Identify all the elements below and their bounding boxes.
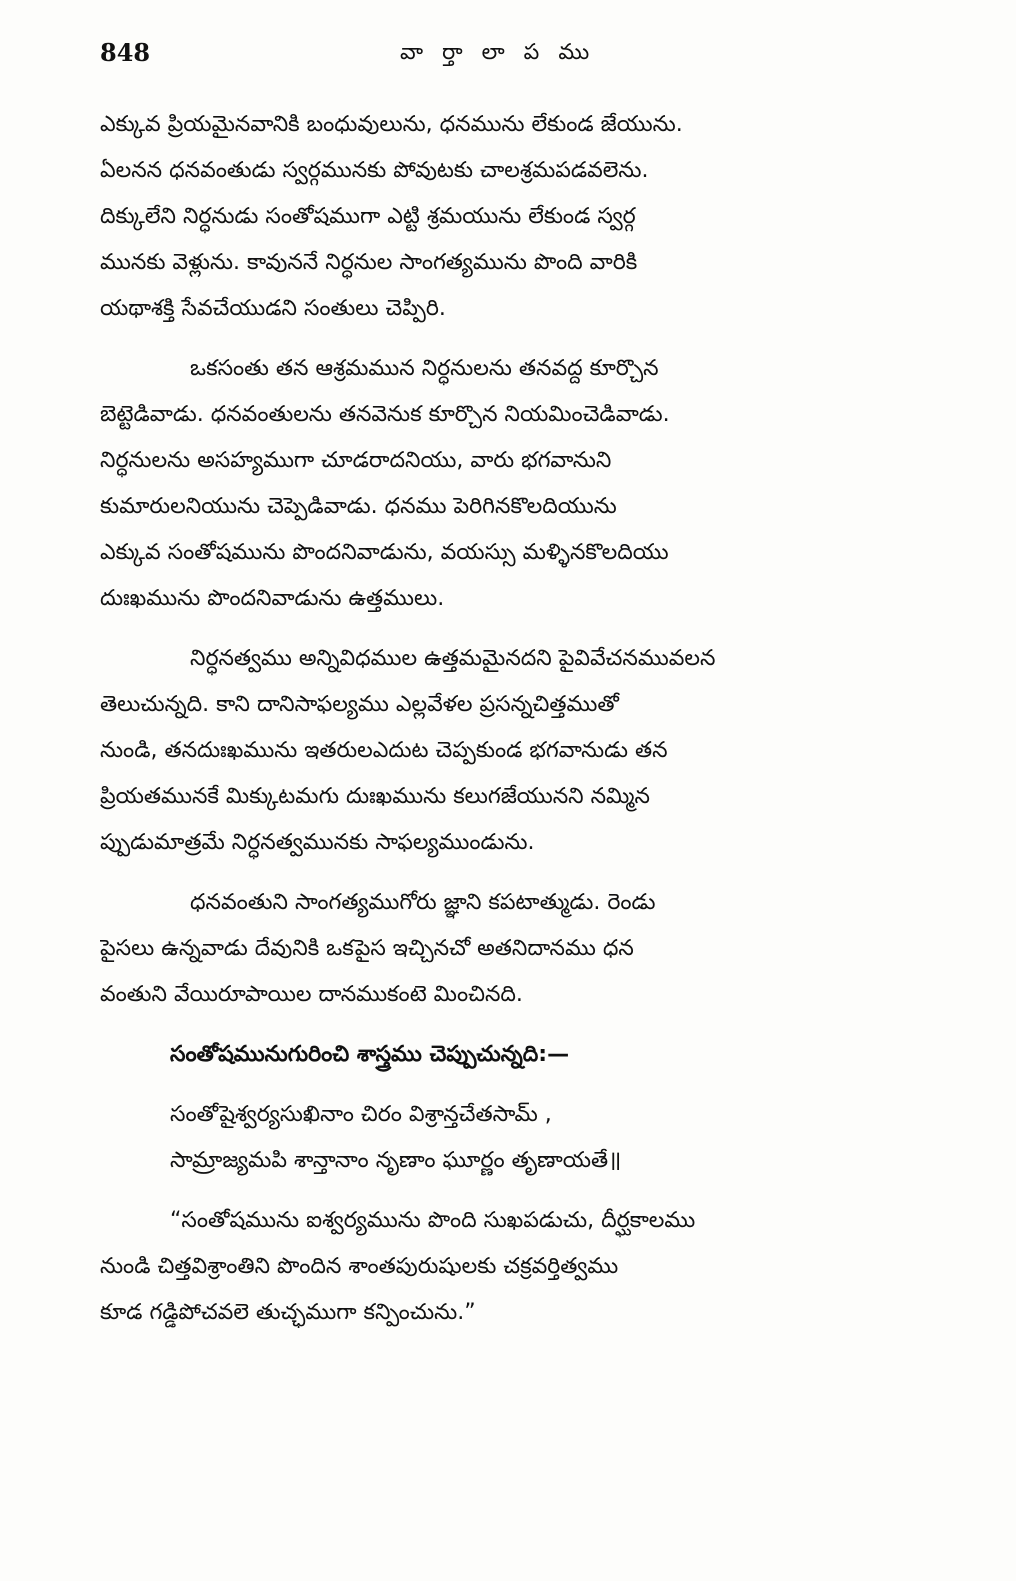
text-line: పైసలు ఉన్నవాడు దేవునికి ఒకపైస ఇచ్చినచో అతనిదానము ధన <box>100 936 634 961</box>
text-line: కుమారులనియును చెప్పెడివాడు. ధనము పెరిగినకొలదియును <box>100 494 617 519</box>
quote-line: కూడ గడ్డిపోచవలె తుచ్ఛముగా కన్పించును.” <box>100 1300 476 1325</box>
text-line: ఒకసంతు తన ఆశ్రమమున నిర్ధనులను తనవద్ద కూర్చొన <box>190 356 659 381</box>
text-line: నిర్ధనత్వము అన్నివిధముల ఉత్తమమైనదని పైవివేచనమువలన <box>190 646 716 671</box>
text-line: ఏలనన ధనవంతుడు స్వర్గమునకు పోవుటకు చాలశ్రమపడవలెను. <box>100 158 649 183</box>
text-line: ఎక్కువ సంతోషమును పొందనివాడును, వయస్సు మళ్ళినకొలదియు <box>100 540 669 565</box>
text-line: ప్రియతమునకే మిక్కుటమగు దుఃఖమును కలుగజేయునని నమ్మిన <box>100 784 650 809</box>
page-header <box>100 38 940 78</box>
text-line: దుఃఖమును పొందనివాడును ఉత్తములు. <box>100 586 445 611</box>
paragraph-1 <box>100 102 940 332</box>
running-title: వా ర్తా లా ప ము <box>400 40 596 65</box>
paragraph-2 <box>100 346 940 622</box>
quote-line: నుండి చిత్తవిశ్రాంతిని పొందిన శాంతపురుషులకు చక్రవర్తిత్వము <box>100 1254 619 1279</box>
text-line: ప్పుడుమాత్రమే నిర్ధనత్వమునకు సాఫల్యముండును. <box>100 830 535 855</box>
section-title: సంతోషమునుగురించి శాస్త్రము చెప్పుచున్నది:— <box>170 1042 570 1067</box>
text-line: ఎక్కువ ప్రియమైనవానికి బంధువులును, ధనమును లేకుండ జేయును. <box>100 112 683 137</box>
text-line: నుండి, తనదుఃఖమును ఇతరులఎదుట చెప్పకుండ భగవానుడు తన <box>100 738 668 763</box>
verse-line: సంతోషైశ్వర్యసుఖినాం చిరం విశ్రాన్తచేతసామ్ , <box>170 1102 552 1127</box>
text-line: వంతుని వేయిరూపాయిల దానముకంటె మించినది. <box>100 982 523 1007</box>
verse-line: సామ్రాజ్యమపి శాన్తానాం నృణాం ఘూర్ణం తృణాయతే॥ <box>170 1148 622 1173</box>
text-line: తెలుచున్నది. కాని దానిసాఫల్యము ఎల్లవేళల ప్రసన్నచిత్తముతో <box>100 692 619 717</box>
quote-line: “సంతోషమును ఐశ్వర్యమును పొంది సుఖపడుచు, దీర్ఘకాలము <box>170 1208 696 1233</box>
text-line: నిర్ధనులను అసహ్యముగా చూడరాదనియు, వారు భగవానుని <box>100 448 612 473</box>
page-number: 848 <box>100 38 151 67</box>
body-text <box>100 102 940 1350</box>
paragraph-4 <box>100 880 940 1018</box>
paragraph-3 <box>100 636 940 866</box>
text-line: మునకు వెళ్లును. కావుననే నిర్ధనుల సాంగత్యమును పొంది వారికి <box>100 250 638 275</box>
text-line: దిక్కులేని నిర్ధనుడు సంతోషముగా ఎట్టి శ్రమయును లేకుండ స్వర్గ <box>100 204 636 229</box>
verse-translation <box>100 1198 940 1336</box>
text-line: బెట్టెడివాడు. ధనవంతులను తనవెనుక కూర్చొన నియమించెడివాడు. <box>100 402 670 427</box>
section <box>100 1032 940 1078</box>
text-line: యథాశక్తి సేవచేయుడని సంతులు చెప్పిరి. <box>100 296 446 321</box>
text-line: ధనవంతుని సాంగత్యముగోరు జ్ఞాని కపటాత్ముడు. రెండు <box>190 890 656 915</box>
sanskrit-verse <box>100 1092 940 1184</box>
